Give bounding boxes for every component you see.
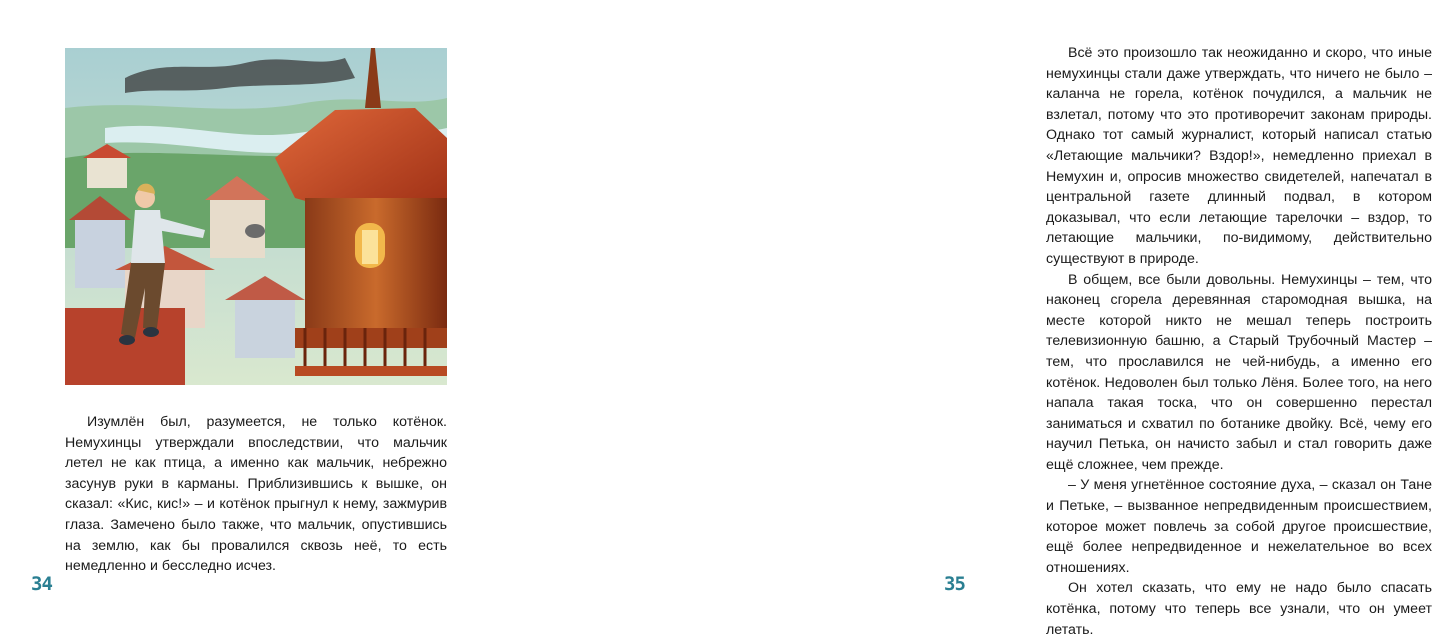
page-number: 35 [944, 573, 965, 595]
paragraph: Он хотел сказать, что ему не надо было спасать котёнка, потому что теперь все узнали, что он умеет летать. [1046, 580, 1432, 638]
paragraph: В общем, все были довольны. Немухинцы – тем, что наконец сгорела деревянная старомодная вышка, на месте которой никто не мешал теперь построить телевизионную башню, а Старый Трубочный Мастер – тем, что прославился не чей-нибудь, а именно его котёнок. Недоволен был только Лёня. Более того, на него напала такая тоска, что он совершенно перестал заниматься и схватил по ботанике двойку. Всё, чему его научил Петька, он начисто забыл и стал говорить даже ещё сложнее, чем прежде. [1046, 271, 1432, 473]
paragraph: – У меня угнетённое состояние духа, – сказал он Тане и Петьке, – вызванное непредвиденным происшествием, которое может повлечь за собой другое происшествие, ещё более непредвиденное и нежелательное во всех отношениях. [1046, 477, 1432, 576]
paragraph: Всё это произошло так неожиданно и скоро, что иные немухинцы стали даже утверждать, что ничего не было – каланча не горела, котёнок почудился, а мальчик не взлетал, потому что это противоречит законам природы. Однако тот самый журналист, который написал статью «Летающие мальчики? Вздор!», немедленно приехал в Немухин и, опросив множество свидетелей, напечатал в центральной газете длинный подвал, в котором доказывал, что если летающие тарелочки – вздор, то летающие мальчики, по-видимому, действительно существуют в природе. [1046, 45, 1432, 267]
right-page [496, 0, 1432, 638]
boy-flying-over-rooftops-illustration [65, 48, 447, 385]
paragraph: Изумлён был, разумеется, не только котёнок. Немухинцы утверждали впоследствии, что мальчик летел не как птица, а именно как мальчик, небрежно засунув руки в карманы. Приблизившись к вышке, он сказал: «Кис, кис!» – и котёнок прыгнул к нему, зажмурив глаза. Замечено было также, что мальчик, опустившись на землю, как бы провалился сквозь неё, то есть немедленно и бесследно исчез. [65, 414, 447, 575]
left-page [0, 0, 496, 635]
right-page-text [1046, 43, 1432, 640]
left-page-text [65, 412, 447, 577]
page-number: 34 [31, 573, 52, 595]
